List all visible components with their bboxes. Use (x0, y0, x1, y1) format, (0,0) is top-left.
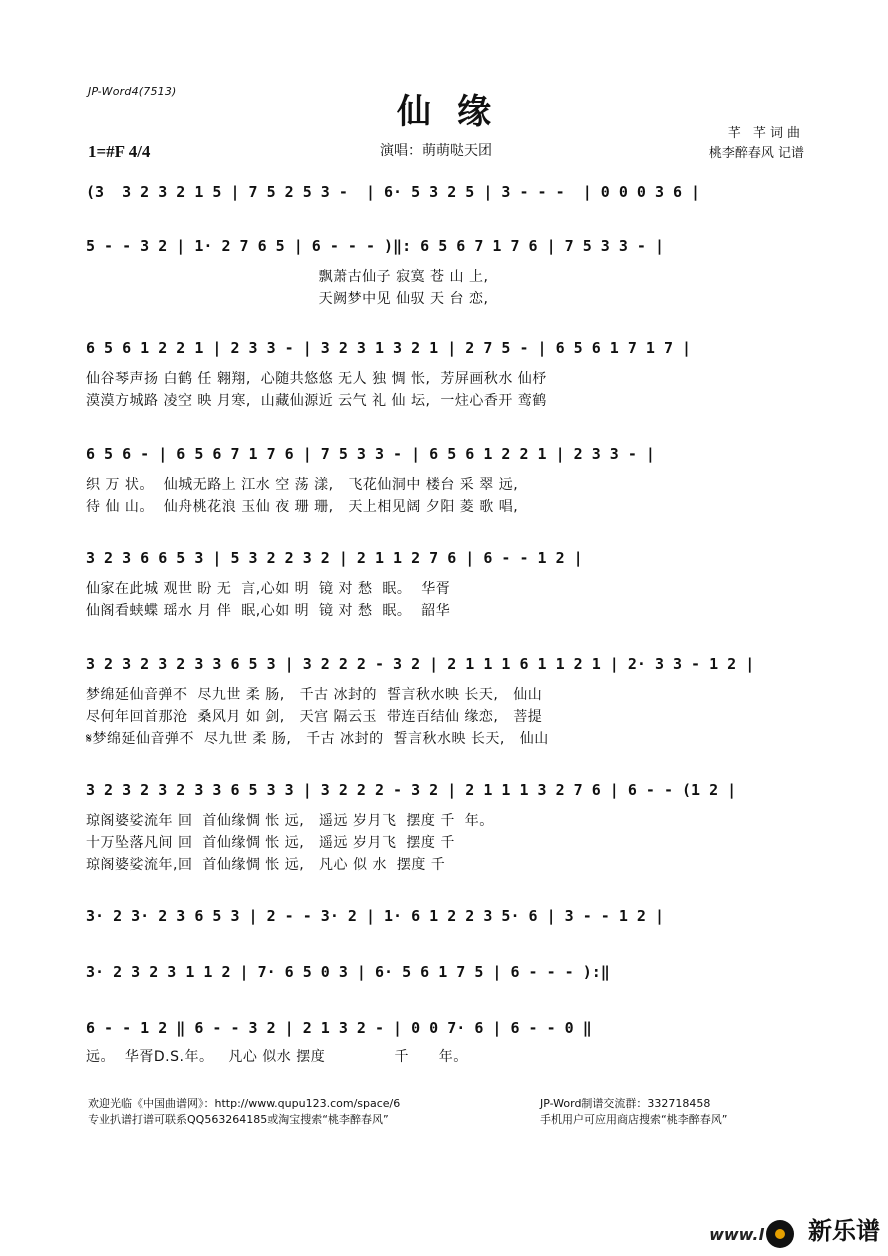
lyric-line: 仙阁看蛱蝶 瑶水 月 伴 眠,心如 明 镜 对 愁 眠。 韶华 (86, 603, 451, 619)
notation-row: (3 3 2 3 2 1 5 | 7 5 2 5 3 - | 6· 5 3 2 5 | 3 - - - | 0 0 0 3 6 | (86, 183, 701, 201)
key-signature: 1=#F 4/4 (88, 142, 151, 161)
notation-row: 3 2 3 6 6 5 3 | 5 3 2 2 3 2 | 2 1 1 2 7 6 | 6 - - 1 2 | (86, 549, 583, 567)
lyric-line: 琼阁婆娑流年,回 首仙缘惆 怅 远, 凡心 似 水 摆度 千 (86, 857, 446, 873)
lyric-line: 仙家在此城 观世 盼 无 言,心如 明 镜 对 愁 眠。 华胥 (86, 581, 451, 597)
lyric-line: 尽何年回首那沧 桑风月 如 剑, 天宫 隔云玉 带连百结仙 缘恋, 菩提 (86, 709, 543, 725)
lyric-line: 织 万 状。 仙城无路上 江水 空 荡 漾, 飞花仙洞中 楼台 采 翠 远, (86, 477, 519, 493)
notation-row: 3 2 3 2 3 2 3 3 6 5 3 | 3 2 2 2 - 3 2 | 2 1 1 1 6 1 1 2 1 | 2· 3 3 - 1 2 | (86, 655, 755, 673)
notation-row: 5 - - 3 2 | 1· 2 7 6 5 | 6 - - - )‖: 6 5 6 7 1 7 6 | 7 5 3 3 - | (86, 237, 664, 255)
record-icon (766, 1220, 794, 1248)
lyric-line: 𝄋梦绵延仙音弹不 尽九世 柔 肠, 千古 冰封的 誓言秋水映 长天, 仙山 (86, 731, 549, 747)
lyric-line: 飘萧古仙子 寂寞 苍 山 上, (86, 269, 489, 285)
watermark-url: www.l (709, 1225, 764, 1244)
lyric-line: 琼阁婆娑流年 回 首仙缘惆 怅 远, 遥远 岁月飞 摆度 千 年。 (86, 813, 494, 829)
footer-right-line2: 手机用户可应用商店搜索“桃李醉春风” (540, 1113, 728, 1126)
lyric-line: 待 仙 山。 仙舟桃花浪 玉仙 夜 珊 珊, 天上相见阔 夕阳 菱 歌 唱, (86, 499, 519, 515)
lyricist-credit: 芊 芊词曲 (727, 126, 804, 141)
footer-left-line1: 欢迎光临《中国曲谱网》：http://www.qupu123.com/space/6 (88, 1097, 401, 1110)
software-tag: JP-Word4(7513) (88, 85, 177, 98)
lyric-line: 漠漠方城路 凌空 映 月寒, 山藏仙源近 云气 礼 仙 坛, 一炷心香开 鸾鹤 (86, 393, 547, 409)
lyric-line: 仙谷琴声扬 白鹤 任 翱翔, 心随共悠悠 无人 独 惆 怅, 芳屏画秋水 仙杼 (86, 371, 547, 387)
notation-row: 3· 2 3 2 3 1 1 2 | 7· 6 5 0 3 | 6· 5 6 1 7 5 | 6 - - - ):‖ (86, 963, 610, 981)
transcriber-credit: 桃李醉春风 记谱 (708, 146, 804, 161)
notation-row: 6 5 6 - | 6 5 6 7 1 7 6 | 7 5 3 3 - | 6 5 6 1 2 2 1 | 2 3 3 - | (86, 445, 655, 463)
notation-row: 6 - - 1 2 ‖ 6 - - 3 2 | 2 1 3 2 - | 0 0 7· 6 | 6 - - 0 ‖ (86, 1019, 592, 1037)
lyric-line: 天阙梦中见 仙驭 天 台 恋, (86, 291, 489, 307)
notation-row: 3· 2 3· 2 3 6 5 3 | 2 - - 3· 2 | 1· 6 1 2 2 3 5· 6 | 3 - - 1 2 | (86, 907, 664, 925)
notation-row: 3 2 3 2 3 2 3 3 6 5 3 3 | 3 2 2 2 - 3 2 | 2 1 1 1 3 2 7 6 | 6 - - (1 2 | (86, 781, 737, 799)
footer-right-line1: JP-Word制谱交流群：332718458 (540, 1097, 711, 1110)
watermark-brand: 新乐谱 (808, 1217, 880, 1245)
lyric-line: 十万坠落凡间 回 首仙缘惆 怅 远, 遥远 岁月飞 摆度 千 (86, 835, 455, 851)
lyric-line: 远。 华胥D.S.年。 凡心 似水 摆度 千 年。 (86, 1049, 468, 1065)
song-title: 仙缘 (397, 92, 517, 132)
singer-credit: 演唱：萌萌哒天团 (380, 143, 492, 159)
notation-row: 6 5 6 1 2 2 1 | 2 3 3 - | 3 2 3 1 3 2 1 | 2 7 5 - | 6 5 6 1 7 1 7 | (86, 339, 692, 357)
footer-left-line2: 专业扒谱打谱可联系QQ563264185或淘宝搜索“桃李醉春风” (88, 1113, 389, 1126)
lyric-line: 梦绵延仙音弹不 尽九世 柔 肠, 千古 冰封的 誓言秋水映 长天, 仙山 (86, 687, 543, 703)
